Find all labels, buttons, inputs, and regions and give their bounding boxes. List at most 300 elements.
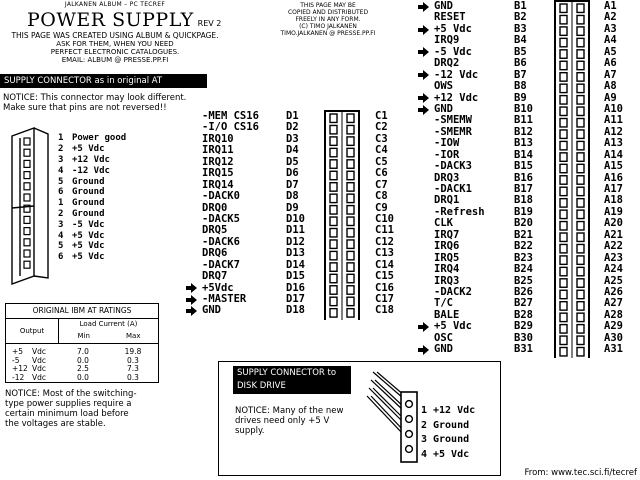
slot-pin <box>577 15 584 23</box>
rating-unit: Vdc <box>32 347 47 356</box>
slot-pin <box>330 183 337 191</box>
d-pin-number: D14 <box>286 258 305 271</box>
disk-connector-notice <box>235 406 343 436</box>
pin-label: Ground <box>72 176 105 187</box>
pin-number: 6 <box>58 187 64 198</box>
disk-connector-title <box>233 366 351 394</box>
supply-connector-title: SUPPLY CONNECTOR as in original AT <box>0 74 207 88</box>
slot16-d-labels <box>186 111 259 317</box>
slot-pin <box>577 302 584 310</box>
slot-pin <box>577 84 584 92</box>
disk-pin-list <box>421 404 475 462</box>
signal-name: OWS <box>434 80 453 93</box>
pin-socket <box>24 183 30 190</box>
slot-pin <box>330 240 337 248</box>
ratings-table <box>5 303 159 383</box>
at-pin-row <box>58 176 126 187</box>
slot-pin <box>577 96 584 104</box>
arrow-right-icon <box>418 345 430 355</box>
a-pin-number: A19 <box>604 205 623 218</box>
a-pin-number: A10 <box>604 102 623 115</box>
col-min: Min <box>77 332 90 340</box>
a-pin-number: A15 <box>604 160 623 173</box>
slot16-row-label <box>186 271 259 282</box>
rating-unit: Vdc <box>32 372 47 382</box>
at-pin-row <box>58 155 126 166</box>
pin-label: +5 Vdc <box>433 448 470 460</box>
slot-pin <box>347 229 354 237</box>
col-output: Output <box>6 319 59 343</box>
at-pin-row <box>58 187 126 198</box>
slot-pin <box>577 38 584 46</box>
signal-name: DRQ1 <box>434 194 460 207</box>
signal-name: -DACK7 <box>202 258 240 271</box>
ratings-title: ORIGINAL IBM AT RATINGS <box>6 304 158 319</box>
slot-pin <box>330 217 337 225</box>
a-pin-number: A1 <box>604 0 617 12</box>
slot-pin <box>577 141 584 149</box>
slot8-row-label <box>418 344 485 355</box>
col-minmax <box>59 330 158 342</box>
rating-output: -5 <box>12 355 20 365</box>
slot-pin <box>577 256 584 264</box>
slot-pin <box>560 107 567 115</box>
signal-name: -I/O CS16 <box>202 121 259 134</box>
slot-pin <box>347 148 354 156</box>
b-pin-number: B3 <box>514 22 527 35</box>
slot8-row-label <box>418 264 485 275</box>
title-line: SUPPLY CONNECTOR to <box>237 368 337 378</box>
pin-number: 5 <box>58 176 64 187</box>
signal-name: -DACK3 <box>434 160 472 173</box>
d-pin-number: D17 <box>286 293 305 305</box>
notice-line: certain minimum load before <box>5 409 129 419</box>
at-pin-row <box>58 230 126 241</box>
slot-pin <box>330 194 337 202</box>
slot-pin <box>347 194 354 202</box>
b-pin-number: B4 <box>514 34 527 47</box>
c-pin-number: C6 <box>375 167 388 180</box>
slot-pin <box>577 164 584 172</box>
slot-pin <box>577 244 584 252</box>
arrow-right-icon <box>418 2 430 12</box>
slot-pin <box>577 267 584 275</box>
slot-pin <box>560 222 567 230</box>
pin-socket <box>24 138 30 145</box>
signal-name: BALE <box>434 308 460 321</box>
slot8-row-label <box>418 161 485 172</box>
slot-pin <box>330 274 337 282</box>
pin-number: 1 <box>58 198 64 209</box>
slot-pin <box>560 325 567 333</box>
d-pin-number: D5 <box>286 155 299 168</box>
d-pin-number: D1 <box>286 110 299 122</box>
pin-socket <box>24 149 30 156</box>
notice-line: drives need only +5 V <box>235 416 330 426</box>
pin-number: 3 <box>58 219 64 230</box>
info-line: EMAIL: ALBUM @ PRESSE.PP.FI <box>61 56 169 64</box>
slot8-b-labels <box>418 1 485 356</box>
at-pin-row <box>58 133 126 144</box>
a-pin-number: A18 <box>604 194 623 207</box>
signal-name: IRQ14 <box>202 178 234 191</box>
title-text: POWER SUPPLY <box>27 9 194 31</box>
slot-pin <box>347 183 354 191</box>
rating-min: 2.5 <box>77 364 89 373</box>
d-pin-number: D13 <box>286 247 305 260</box>
slot-pin <box>560 50 567 58</box>
c-pin-number: C15 <box>375 270 394 283</box>
slot-pin <box>560 84 567 92</box>
info-line: THIS PAGE WAS CREATED USING ALBUM & QUICKPAGE. <box>11 31 219 40</box>
copyright-line: TIMO.JALKANEN @ PRESSE.PP.FI <box>280 30 376 37</box>
disk-connector-drawing <box>365 370 421 470</box>
b-pin-number: B25 <box>514 274 533 287</box>
slot-pin <box>577 210 584 218</box>
slot-pin <box>560 244 567 252</box>
ratings-body <box>6 344 158 382</box>
signal-name: -SMEMR <box>434 125 472 138</box>
d-pin-number: D9 <box>286 201 299 214</box>
pin-number: 4 <box>58 165 64 176</box>
signal-name: T/C <box>434 297 453 310</box>
slot-pin <box>560 199 567 207</box>
slot-pin <box>577 130 584 138</box>
signal-name: RESET <box>434 11 466 24</box>
slot16-row-label <box>186 305 259 316</box>
c-pin-number: C10 <box>375 212 394 225</box>
at-pin-row <box>58 241 126 252</box>
c-pin-number: C4 <box>375 144 388 157</box>
slot-pin <box>330 160 337 168</box>
slot-pin <box>577 27 584 35</box>
disk-plug-housing <box>401 392 417 462</box>
slot-pin <box>577 222 584 230</box>
at-pin-row <box>58 144 126 155</box>
d-pin-number: D4 <box>286 144 299 157</box>
slot-pin <box>330 171 337 179</box>
at-pin-row <box>58 209 126 220</box>
slot-pin <box>347 160 354 168</box>
signal-name: -12 Vdc <box>434 68 479 81</box>
signal-name: DRQ6 <box>202 247 228 260</box>
slot-pin <box>347 297 354 305</box>
notice-line: supply. <box>235 426 265 436</box>
c-pin-number: C17 <box>375 293 394 305</box>
a-pin-number: A30 <box>604 331 623 344</box>
pin-socket <box>24 228 30 235</box>
b-pin-number: B12 <box>514 125 533 138</box>
slot-pin <box>560 73 567 81</box>
signal-name: IRQ12 <box>202 155 234 168</box>
pin-socket <box>24 216 30 223</box>
signal-name: -IOW <box>434 137 460 150</box>
slot-pin <box>560 233 567 241</box>
signal-name: DRQ0 <box>202 201 228 214</box>
notice-line: the voltages are stable. <box>5 419 106 429</box>
b-pin-number: B7 <box>514 68 527 81</box>
arrow-right-icon <box>418 93 430 103</box>
c-pin-number: C8 <box>375 190 388 203</box>
a-pin-number: A3 <box>604 22 617 35</box>
b-pin-number: B27 <box>514 297 533 310</box>
disk-pin-row <box>421 404 475 419</box>
slot-pin <box>330 125 337 133</box>
slot-pin <box>347 286 354 294</box>
pin-label: Ground <box>72 187 105 198</box>
signal-name: -DACK1 <box>434 183 472 195</box>
signal-name: IRQ5 <box>434 251 460 264</box>
a-pin-number: A28 <box>604 308 623 321</box>
a-pin-number: A23 <box>604 251 623 264</box>
arrow-right-icon <box>418 25 430 35</box>
pin-number: 5 <box>58 241 64 252</box>
signal-name: -MASTER <box>202 293 247 305</box>
slot-pin <box>330 263 337 271</box>
a-pin-number: A7 <box>604 68 617 81</box>
signal-name: IRQ10 <box>202 132 234 145</box>
slot-pin <box>577 313 584 321</box>
pin-number: 1 <box>421 405 428 416</box>
pin-label: Power good <box>72 133 127 144</box>
b-pin-number: B28 <box>514 308 533 321</box>
slot-pin <box>560 210 567 218</box>
signal-name: GND <box>434 343 453 356</box>
c-pin-number: C13 <box>375 247 394 260</box>
a-pin-number: A27 <box>604 297 623 310</box>
slot8-b-numbers <box>514 1 533 356</box>
signal-name: GND <box>202 304 221 317</box>
pin-label: +5 Vdc <box>72 252 105 263</box>
slot-pin <box>560 27 567 35</box>
b-pin-number: B14 <box>514 148 533 161</box>
pin-label: Ground <box>72 208 105 219</box>
b-pin-number: B13 <box>514 137 533 150</box>
slot16-connector <box>324 110 360 320</box>
c-pin-number: C3 <box>375 132 388 145</box>
d-pin-number: D7 <box>286 178 299 191</box>
slot-pin <box>330 114 337 122</box>
signal-name: -DACK0 <box>202 190 240 203</box>
slot-pin <box>330 297 337 305</box>
arrow-right-icon <box>186 295 198 305</box>
a-pin-number: A14 <box>604 148 623 161</box>
slot-pin <box>347 137 354 145</box>
slot-pin <box>560 290 567 298</box>
slot-pin <box>560 119 567 127</box>
signal-name: CLK <box>434 217 453 230</box>
supply-connector-notice <box>3 93 186 113</box>
a-pin-number: A12 <box>604 125 623 138</box>
slot-pin <box>577 4 584 12</box>
d-pin-number: D15 <box>286 270 305 283</box>
slot-pin <box>330 229 337 237</box>
signal-name: -DACK2 <box>434 285 472 298</box>
slot16-row-label <box>186 248 259 259</box>
a-pin-number: A6 <box>604 57 617 70</box>
signal-name: -SMEMW <box>434 114 472 127</box>
slot-pin <box>577 107 584 115</box>
c-pin-number: C2 <box>375 121 388 134</box>
pin-socket <box>24 261 30 268</box>
rating-max: 0.3 <box>127 355 139 365</box>
rating-min: 0.0 <box>77 372 89 382</box>
slot-pin <box>577 61 584 69</box>
slot-pin <box>577 336 584 344</box>
rating-min: 7.0 <box>77 347 89 356</box>
a-pin-number: A29 <box>604 320 623 333</box>
at-pin-row <box>58 165 126 176</box>
b-pin-number: B1 <box>514 0 527 12</box>
a-pin-number: A4 <box>604 34 617 47</box>
signal-name: IRQ6 <box>434 240 460 253</box>
signal-name: +5 Vdc <box>434 320 472 333</box>
slot-pin <box>347 274 354 282</box>
pin-socket <box>24 239 30 246</box>
signal-name: IRQ3 <box>434 274 460 287</box>
a-pin-number: A13 <box>604 137 623 150</box>
info-line: PERFECT ELECTRONIC CATALOGUES. <box>50 48 180 56</box>
slot-pin <box>330 148 337 156</box>
disk-wires <box>367 372 405 434</box>
page-title <box>27 9 221 31</box>
pin-label: +12 Vdc <box>72 154 110 165</box>
slot-pin <box>560 61 567 69</box>
rating-unit: Vdc <box>32 364 47 373</box>
d-pin-number: D16 <box>286 281 305 294</box>
a-pin-number: A11 <box>604 114 623 127</box>
slot-pin <box>560 302 567 310</box>
slot-pin <box>560 4 567 12</box>
at-pin-row <box>58 252 126 263</box>
b-pin-number: B15 <box>514 160 533 173</box>
slot-pin <box>577 119 584 127</box>
slot16-d-numbers <box>286 111 305 317</box>
rating-output: +5 <box>12 347 24 356</box>
slot-pin <box>577 199 584 207</box>
d-pin-number: D6 <box>286 167 299 180</box>
notice-line: type power supplies require a <box>5 399 132 409</box>
ratings-row <box>6 374 158 383</box>
slot-pin <box>330 251 337 259</box>
c-pin-number: C1 <box>375 110 388 122</box>
b-pin-number: B18 <box>514 194 533 207</box>
slot-pin <box>560 130 567 138</box>
c-pin-number: C11 <box>375 224 394 237</box>
at-pin-row <box>58 219 126 230</box>
copyright-block <box>258 2 398 37</box>
copyright-line: (C) TIMO JALKANEN <box>299 23 357 30</box>
rating-output: +12 <box>12 364 28 373</box>
b-pin-number: B17 <box>514 183 533 195</box>
slot16-row-label <box>186 191 259 202</box>
b-pin-number: B24 <box>514 263 533 276</box>
slot-pin <box>577 176 584 184</box>
slot-pin <box>577 50 584 58</box>
signal-name: IRQ9 <box>434 34 460 47</box>
a-pin-number: A2 <box>604 11 617 24</box>
slot-pin <box>577 233 584 241</box>
revision-label: REV 2 <box>197 19 222 28</box>
pin-label: +5 Vdc <box>72 241 105 252</box>
rating-max: 19.8 <box>124 347 142 356</box>
a-pin-number: A31 <box>604 343 623 356</box>
album-name: JALKANEN ALBUM – PC TECREF <box>64 1 166 8</box>
pin-number: 2 <box>58 208 64 219</box>
arrow-right-icon <box>418 105 430 115</box>
rating-output: -12 <box>12 372 25 382</box>
rating-max: 7.3 <box>127 364 139 373</box>
signal-name: -5 Vdc <box>434 45 472 58</box>
signal-name: DRQ7 <box>202 270 228 283</box>
d-pin-number: D8 <box>286 190 299 203</box>
d-pin-number: D12 <box>286 235 305 248</box>
a-pin-number: A17 <box>604 183 623 195</box>
slot-pin <box>577 290 584 298</box>
pin-number: 1 <box>58 133 64 144</box>
slot-pin <box>330 206 337 214</box>
signal-name: DRQ2 <box>434 57 460 70</box>
info-block <box>5 32 225 64</box>
disk-connector-box <box>218 361 501 476</box>
d-pin-number: D18 <box>286 304 305 317</box>
signal-name: GND <box>434 0 453 12</box>
signal-name: +5 Vdc <box>434 22 472 35</box>
slot-pin <box>330 309 337 317</box>
slot-pin <box>560 164 567 172</box>
signal-name: -DACK6 <box>202 235 240 248</box>
copyright-line: FREELY IN ANY FORM. <box>295 16 361 23</box>
arrow-right-icon <box>186 306 198 316</box>
slot16-c-numbers <box>375 111 394 317</box>
pin-number: 2 <box>421 419 428 431</box>
a-pin-number: A20 <box>604 217 623 230</box>
slot8-row-label <box>418 138 485 149</box>
b-pin-number: B20 <box>514 217 533 230</box>
b-pin-number: B19 <box>514 205 533 218</box>
at-pin-list <box>58 133 126 263</box>
b-pin-number: B29 <box>514 320 533 333</box>
slot-pin <box>577 325 584 333</box>
c-pin-number: C18 <box>375 304 394 317</box>
slot8-row-label <box>418 81 485 92</box>
signal-name: -DACK5 <box>202 212 240 225</box>
d-pin-number: D10 <box>286 212 305 225</box>
connector-pins <box>24 138 30 268</box>
slot-pin <box>560 336 567 344</box>
copyright-line: COPIED AND DISTRIBUTED <box>287 9 369 16</box>
notice-line: Make sure that pins are not reversed!! <box>3 103 167 113</box>
a-pin-number: A24 <box>604 263 623 276</box>
disk-pin-row <box>421 419 475 434</box>
b-pin-number: B11 <box>514 114 533 127</box>
a-pin-number: A22 <box>604 240 623 253</box>
signal-name: +12 Vdc <box>434 91 479 104</box>
info-line: ASK FOR THEM, WHEN YOU NEED <box>56 40 174 48</box>
signal-name: IRQ7 <box>434 228 460 241</box>
c-pin-number: C16 <box>375 281 394 294</box>
pin-label: -12 Vdc <box>72 165 110 176</box>
b-pin-number: B31 <box>514 343 533 356</box>
at-connector-drawing <box>8 126 60 288</box>
signal-name: -IOR <box>434 148 460 161</box>
notice-line: NOTICE: Many of the new <box>235 406 344 416</box>
slot-pin <box>560 15 567 23</box>
at-pin-row <box>58 198 126 209</box>
slot-pin <box>577 279 584 287</box>
col-current-group <box>59 319 158 343</box>
signal-name: -MEM CS16 <box>202 110 259 122</box>
